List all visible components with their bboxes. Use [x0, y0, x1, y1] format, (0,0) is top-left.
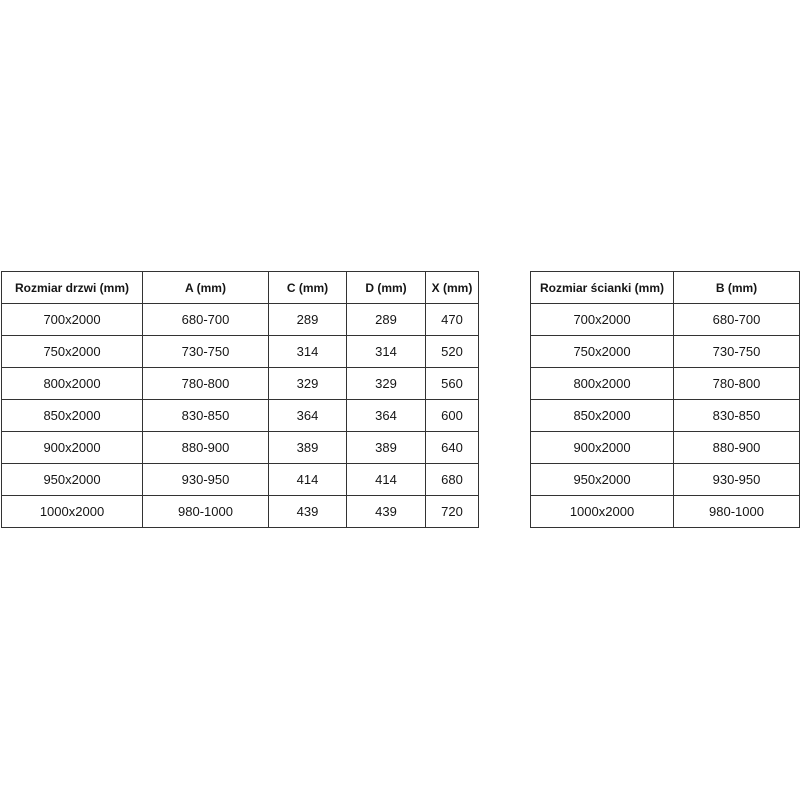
table-cell: 830-850 — [143, 400, 269, 432]
table-cell: 520 — [426, 336, 479, 368]
table-row — [2, 368, 479, 400]
table-row — [531, 432, 800, 464]
table-cell: 600 — [426, 400, 479, 432]
table-row — [531, 400, 800, 432]
table-row — [2, 496, 479, 528]
door-dimensions-table — [1, 271, 479, 528]
column-header-rozmiar-drzwi: Rozmiar drzwi (mm) — [2, 272, 143, 304]
table-cell: 780-800 — [143, 368, 269, 400]
table-cell: 329 — [269, 368, 347, 400]
table-cell: 314 — [347, 336, 426, 368]
table-cell: 314 — [269, 336, 347, 368]
table-row — [2, 304, 479, 336]
table-cell: 439 — [347, 496, 426, 528]
table-cell: 750x2000 — [531, 336, 674, 368]
table-cell: 800x2000 — [2, 368, 143, 400]
table-cell: 850x2000 — [2, 400, 143, 432]
table-cell: 640 — [426, 432, 479, 464]
table-cell: 850x2000 — [531, 400, 674, 432]
column-header-b: B (mm) — [674, 272, 800, 304]
table-cell: 329 — [347, 368, 426, 400]
table-cell: 414 — [347, 464, 426, 496]
column-header-c: C (mm) — [269, 272, 347, 304]
table-row — [2, 432, 479, 464]
table-cell: 700x2000 — [531, 304, 674, 336]
table-cell: 364 — [269, 400, 347, 432]
column-header-rozmiar-scianki: Rozmiar ścianki (mm) — [531, 272, 674, 304]
table-cell: 730-750 — [143, 336, 269, 368]
table-cell: 720 — [426, 496, 479, 528]
table-cell: 680-700 — [143, 304, 269, 336]
column-header-d: D (mm) — [347, 272, 426, 304]
table-cell: 680-700 — [674, 304, 800, 336]
table-cell: 389 — [347, 432, 426, 464]
wall-dimensions-table — [530, 271, 800, 528]
column-header-a: A (mm) — [143, 272, 269, 304]
table-cell: 880-900 — [143, 432, 269, 464]
table-cell: 930-950 — [674, 464, 800, 496]
table-cell: 730-750 — [674, 336, 800, 368]
table-cell: 560 — [426, 368, 479, 400]
table-cell: 900x2000 — [2, 432, 143, 464]
table-row — [531, 496, 800, 528]
table-row — [2, 464, 479, 496]
table-cell: 780-800 — [674, 368, 800, 400]
table-cell: 830-850 — [674, 400, 800, 432]
table-cell: 950x2000 — [531, 464, 674, 496]
table-cell: 800x2000 — [531, 368, 674, 400]
wall-table-header-row — [531, 272, 800, 304]
table-cell: 950x2000 — [2, 464, 143, 496]
column-header-x: X (mm) — [426, 272, 479, 304]
table-cell: 700x2000 — [2, 304, 143, 336]
table-cell: 364 — [347, 400, 426, 432]
table-cell: 930-950 — [143, 464, 269, 496]
table-cell: 880-900 — [674, 432, 800, 464]
table-row — [2, 336, 479, 368]
door-table-header-row — [2, 272, 479, 304]
table-row — [531, 464, 800, 496]
table-cell: 980-1000 — [674, 496, 800, 528]
table-cell: 289 — [347, 304, 426, 336]
table-row — [2, 400, 479, 432]
table-cell: 1000x2000 — [531, 496, 674, 528]
table-cell: 289 — [269, 304, 347, 336]
table-cell: 680 — [426, 464, 479, 496]
table-row — [531, 304, 800, 336]
table-cell: 900x2000 — [531, 432, 674, 464]
table-cell: 414 — [269, 464, 347, 496]
table-cell: 980-1000 — [143, 496, 269, 528]
table-cell: 389 — [269, 432, 347, 464]
table-row — [531, 368, 800, 400]
table-cell: 439 — [269, 496, 347, 528]
table-cell: 750x2000 — [2, 336, 143, 368]
table-cell: 1000x2000 — [2, 496, 143, 528]
table-row — [531, 336, 800, 368]
table-cell: 470 — [426, 304, 479, 336]
